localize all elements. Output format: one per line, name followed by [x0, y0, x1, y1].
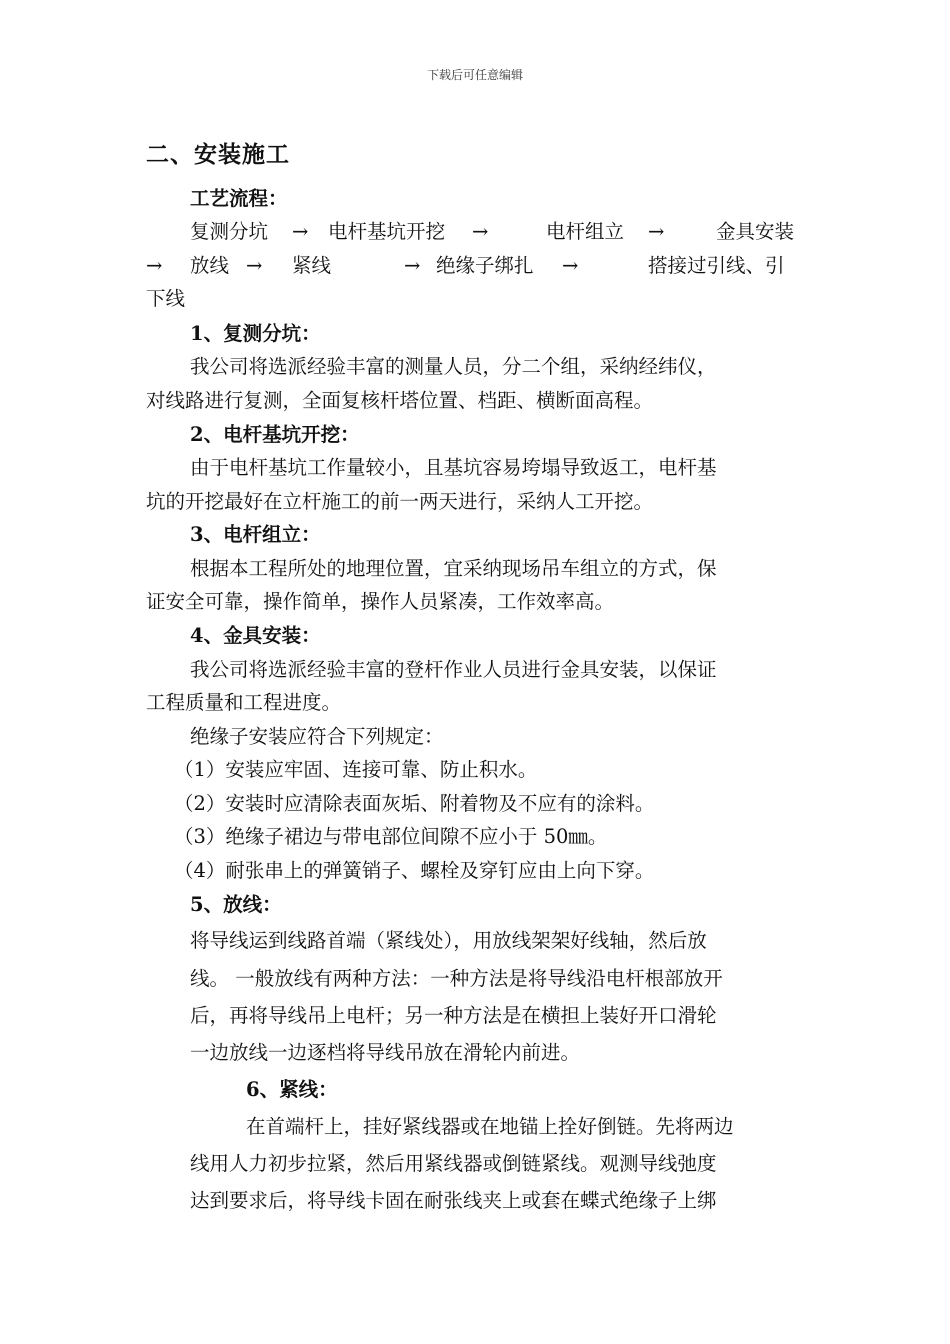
s3-line: 证安全可靠，操作简单，操作人员紧凑，工作效率高。 [146, 590, 615, 613]
s5-line: 线。 一般放线有两种方法：一种方法是将导线沿电杆根部放开 [190, 967, 723, 990]
s5-heading: 5、放线： [190, 893, 282, 916]
flow-step: 紧线 [292, 254, 332, 277]
s4-line: 绝缘子安装应符合下列规定： [190, 725, 444, 748]
s4-rule-item: （3）绝缘子裙边与带电部位间隙不应小于 50㎜。 [174, 825, 608, 848]
flow-heading: 工艺流程： [190, 187, 288, 210]
flow-step: 绝缘子绑扎 [436, 254, 534, 277]
section-title: 二、安装施工 [146, 141, 290, 168]
s2-heading: 2、电杆基坑开挖： [190, 423, 360, 446]
s1-heading: 1、复测分坑： [190, 322, 321, 345]
flow-arrow: → [292, 220, 309, 243]
s6-line: 线用人力初步拉紧，然后用紧线器或倒链紧线。观测导线弛度 [190, 1152, 717, 1175]
flow-step: 金具安装 [716, 220, 795, 243]
s4-rule-item: （1）安装应牢固、连接可靠、防止积水。 [174, 758, 538, 781]
flow-step: 搭接过引线、引 [648, 254, 785, 277]
flow-step: 电杆基坑开挖 [328, 220, 446, 243]
s4-heading: 4、金具安装： [190, 624, 321, 647]
flow-arrow: → [472, 220, 489, 243]
flow-arrow: → [246, 254, 263, 277]
s2-line: 坑的开挖最好在立杆施工的前一两天进行，采纳人工开挖。 [146, 490, 654, 513]
s3-line: 根据本工程所处的地理位置，宜采纳现场吊车组立的方式，保 [190, 557, 717, 580]
s6-heading: 6、紧线： [246, 1078, 338, 1101]
flow-step: 复测分坑 [190, 220, 269, 243]
s3-heading: 3、电杆组立： [190, 523, 321, 546]
flow-arrow: → [648, 220, 665, 243]
header-note: 下载后可任意编辑 [426, 68, 523, 82]
s2-line: 由于电杆基坑工作量较小，且基坑容易垮塌导致返工，电杆基 [190, 456, 717, 479]
s5-line: 后，再将导线吊上电杆；另一种方法是在横担上装好开口滑轮 [190, 1004, 717, 1027]
flow-arrow: → [146, 254, 163, 277]
s6-line: 达到要求后，将导线卡固在耐张线夹上或套在蝶式绝缘子上绑 [190, 1189, 717, 1212]
s5-line: 将导线运到线路首端（紧线处），用放线架架好线轴，然后放 [190, 929, 707, 952]
s4-line: 工程质量和工程进度。 [146, 691, 342, 714]
s4-rule-item: （4）耐张串上的弹簧销子、螺栓及穿钉应由上向下穿。 [174, 859, 655, 882]
s1-line: 我公司将选派经验丰富的测量人员，分二个组，采纳经纬仪， [190, 355, 717, 378]
flow-arrow: → [404, 254, 421, 277]
s4-rule-item: （2）安装时应清除表面灰垢、附着物及不应有的涂料。 [174, 792, 655, 815]
flow-arrow: → [562, 254, 579, 277]
flow-step: 电杆组立 [546, 220, 625, 243]
s1-line: 对线路进行复测，全面复核杆塔位置、档距、横断面高程。 [146, 389, 654, 412]
s4-line: 我公司将选派经验丰富的登杆作业人员进行金具安装，以保证 [190, 658, 717, 681]
flow-step: 放线 [190, 254, 230, 277]
flow-row-3: 下线 [146, 287, 186, 310]
s5-line: 一边放线一边逐档将导线吊放在滑轮内前进。 [190, 1041, 581, 1064]
s6-line: 在首端杆上，挂好紧线器或在地锚上拴好倒链。先将两边 [246, 1115, 734, 1138]
